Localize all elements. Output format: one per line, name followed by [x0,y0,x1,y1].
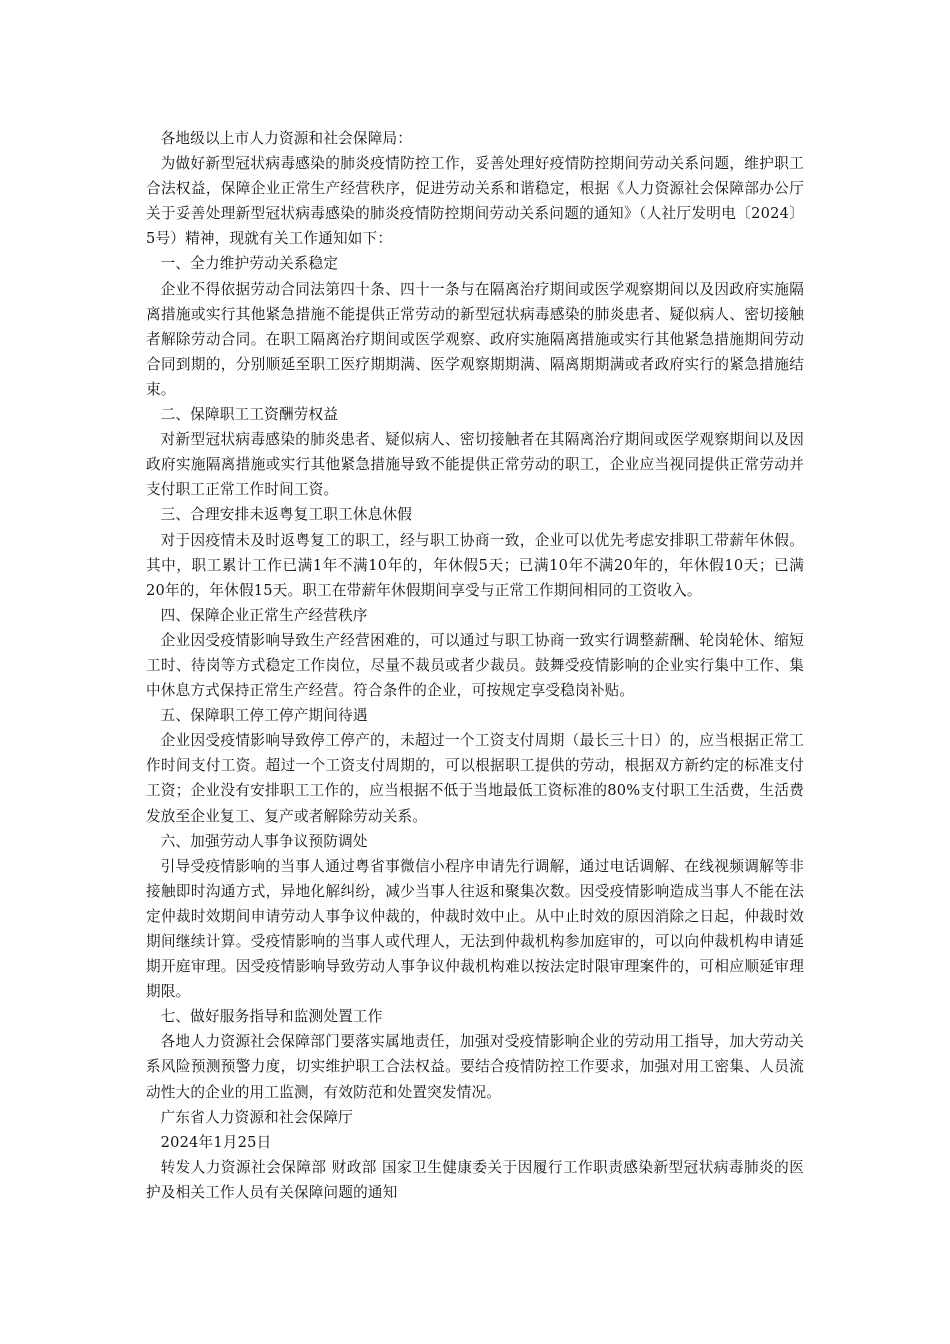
issuer: 广东省人力资源和社会保障厅 [160,1108,353,1126]
section-body-5: 企业因受疫情影响导致停工停产的，未超过一个工资支付周期（最长三十日）的，应当根据正常工作时间支付工资。超过一个工资支付周期的，可以根据职工提供的劳动，根据双方新约定的标准支付工资；企业没有安排职工工作的，应当根据不低于当地最低工资标准的80%支付职工生活费，生活费发放至企业复工、复产或者解除劳动关系。 [146,732,804,825]
intro-paragraph: 为做好新型冠状病毒感染的肺炎疫情防控工作，妥善处理好疫情防控期间劳动关系问题，维护职工合法权益，保障企业正常生产经营秩序，促进劳动关系和谐稳定，根据《人力资源社会保障部办公厅关于妥善处理新型冠状病毒感染的肺炎疫情防控期间劳动关系问题的通知》（人社厅发明电〔2024〕5号）精神，现就有关工作通知如下： [146,155,804,248]
section-heading-2: 二、保障职工工资酬劳权益 [160,406,339,424]
issue-date: 2024年1月25日 [160,1133,272,1151]
section-body-1: 企业不得依据劳动合同法第四十条、四十一条与在隔离治疗期间或医学观察期间以及因政府实施隔离措施或实行其他紧急措施不能提供正常劳动的新型冠状病毒感染的肺炎患者、疑似病人、密切接触者解除劳动合同。在职工隔离治疗期间或医学观察、政府实施隔离措施或实行其他紧急措施期间劳动合同到期的，分别顺延至职工医疗期期满、医学观察期期满、隔离期期满或者政府实行的紧急措施结束。 [146,280,804,398]
section-heading-7: 七、做好服务指导和监测处置工作 [160,1008,383,1026]
section-body-6: 引导受疫情影响的当事人通过粤省事微信小程序申请先行调解，通过电话调解、在线视频调解等非接触即时沟通方式，异地化解纠纷，减少当事人往返和聚集次数。因受疫情影响造成当事人不能在法定仲裁时效期间申请劳动人事争议仲裁的，仲裁时效中止。从中止时效的原因消除之日起，仲裁时效期间继续计算。受疫情影响的当事人或代理人，无法到仲裁机构参加庭审的，可以向仲裁机构申请延期开庭审理。因受疫情影响导致劳动人事争议仲裁机构难以按法定时限审理案件的，可相应顺延审理期限。 [146,857,804,1001]
section-body-4: 企业因受疫情影响导致生产经营困难的，可以通过与职工协商一致实行调整薪酬、轮岗轮休、缩短工时、待岗等方式稳定工作岗位，尽量不裁员或者少裁员。鼓舞受疫情影响的企业实行集中工作、集中休息方式保持正常生产经营。符合条件的企业，可按规定享受稳岗补贴。 [146,631,804,700]
section-body-2: 对新型冠状病毒感染的肺炎患者、疑似病人、密切接触者在其隔离治疗期间或医学观察期间以及因政府实施隔离措施或实行其他紧急措施导致不能提供正常劳动的职工，企业应当视同提供正常劳动并支付职工正常工作时间工资。 [146,431,804,499]
section-heading-6: 六、加强劳动人事争议预防调处 [160,832,368,850]
section-heading-5: 五、保障职工停工停产期间待遇 [160,707,368,725]
section-heading-1: 一、全力维护劳动关系稳定 [160,255,339,273]
salutation: 各地级以上市人力资源和社会保障局： [160,130,413,147]
section-heading-4: 四、保障企业正常生产经营秩序 [160,606,368,624]
section-body-7: 各地人力资源社会保障部门要落实属地责任，加强对受疫情影响企业的劳动用工指导，加大劳动关系风险预测预警力度，切实维护职工合法权益。要结合疫情防控工作要求，加强对用工密集、人员流动性大的企业的用工监测，有效防范和处置突发情况。 [146,1033,804,1101]
document-body [146,126,804,1205]
section-body-3: 对于因疫情未及时返粤复工的职工，经与职工协商一致，企业可以优先考虑安排职工带薪年休假。其中，职工累计工作已满1年不满10年的，年休假5天；已满10年不满20年的，年休假10天；已满20年的，年休假15天。职工在带薪年休假期间享受与正常工作期间相同的工资收入。 [146,531,804,599]
next-notice-title: 转发人力资源社会保障部 财政部 国家卫生健康委关于因履行工作职责感染新型冠状病毒肺炎的医护及相关工作人员有关保障问题的通知 [146,1158,804,1201]
section-heading-3: 三、合理安排未返粤复工职工休息休假 [160,506,413,524]
